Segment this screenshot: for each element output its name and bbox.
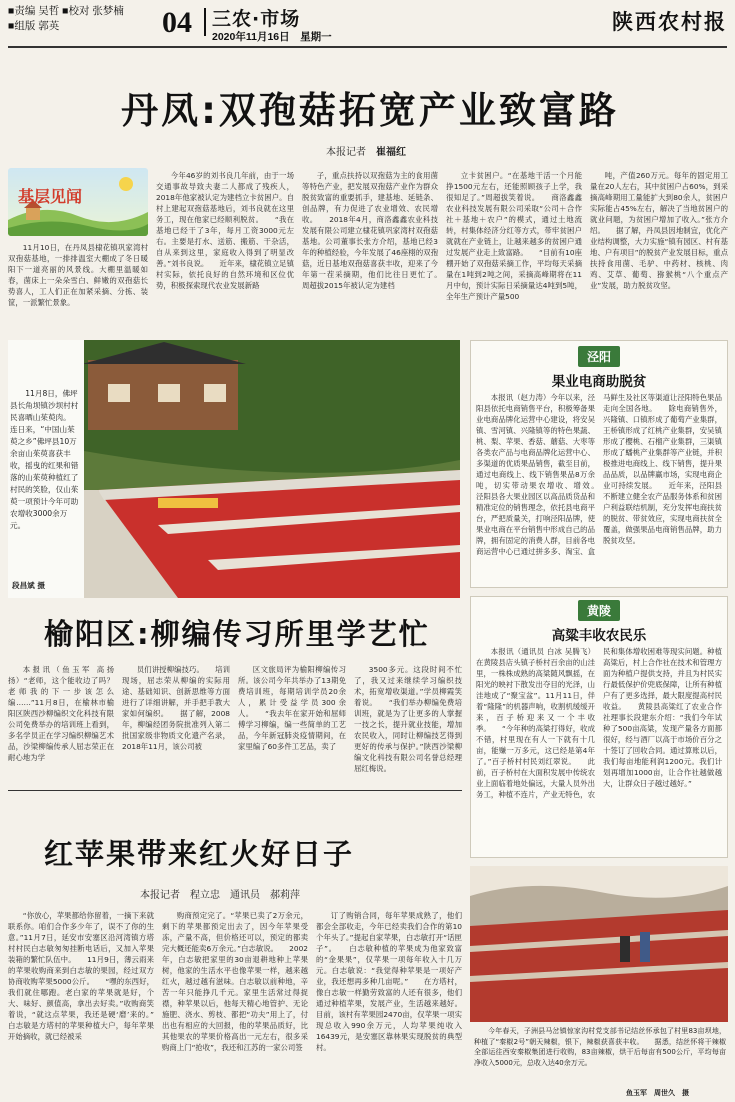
header-divider [204,8,206,36]
lead-headline: 丹凤:双孢菇拓宽产业致富路 [121,89,619,132]
lead-col2: 今年46岁的刘书良几年前，由于一场交通事故导致夫妻二人都成了残疾人，2018年他家被认定为建档立卡贫困户。自村上建起双孢菇基地后，刘书良就在这里务工，现在他家已经顺利脱贫。 “我在基地已经干了3年，每月工资3000元左右。主要是打水、送筋、搬筋、干杂活，自从来到这里，家庭收入得到了明显改善。”刘书良说。 近年来，棣花镇立足镇村实际，依托良好的自然环境和区位优势，积极探索现代农业发展新路 [156,171,294,290]
apple-headline: 红苹果带来红火好日子 [44,837,355,871]
credits-line2: ■组版 郭英 [8,20,60,32]
lead-byline [326,143,406,158]
apple-byline: 本报记者 程立忠 通讯员 郝莉萍 [140,890,300,901]
section-divider [8,790,462,791]
jingyang-headline: 果业电商助脱贫 [551,374,647,390]
apple-col1: “你放心，苹果都给你留着，一摘下来就联系你。咱们合作多少年了，误不了你的生意。”11月7日，延安市安塞区沿河湾镇方塔村村民白志敏匆匆挂断电话后，又加入苹果装箱的繁忙队伍中。 11月9日，薄云雨来的苹果收购商来到白志敏的果园，经过双方协商收购苹果5000公斤。 “嘿的东西好，我们就住哪跑。老白家的苹果就是好，个大、味好、颜值高，拿出去好卖。”收购商笑着说，“就这点苹果，我还是硬‘磨’来的。” 白志敏是方塔村的苹果种植大户，每年苹果开始摘收，就已经被采 [8,911,154,1041]
chili-photo-caption: 11月8日，佛坪县长角坝镇沙坝村村民喜晒山茱萸肉。 连日来，“中国山茱萸之乡”佛坪县10万余亩山茱萸喜获丰收，摇曳的红果和错落的山茱萸种植红了村民的笑脸，仅山茱萸一项预计今年可助农增收3000余万元。 [10,389,83,530]
huanglong-tag: 黄陵 [578,600,620,621]
yulin-col4: 3500多元。这段时间不忙了，我又过来继续学习编织技术，拓宽增收渠道。”学员柳霞笑着说。 “我们举办柳编免费培训班，就是为了让更多的人掌握一技之长，提升就业技能，增加农民收入，同时让柳编技艺得到更好的传承与保护。”陕西沙梁柳编文化科技有限公司名誉总经理屈红梅说。 [354,665,462,773]
apple-col2: 购商预定完了。“苹果已卖了2万余元，剩下的苹果都预定出去了，因今年苹果受冻，产量不高，但价格还可以，预定的都卖完大概还能卖6万余元。”白志敏说。 2002年，白志敏把家里的30亩退耕地种上苹果树，他家的生活水平也像苹果一样，越来越红火，越过越有滋味。白志敏以前种地，辛苦一年只能挣几千元。家里生活常过得捉襟，种苹果以后，他每天精心地管护、无论施肥、浇水、剪枝、都把“功夫”用上了，付出也有相应的大回报，他的苹果品质好，比其他果农的苹果价格高出一元左右，很多采购商上门“抢收”，我还和江苏的一家公司签 [162,911,308,1052]
pepper-field-image [470,866,728,1022]
yulin-col2: 员们讲授柳编技巧。 培训现场，屈志荣从柳编的实际用途、基础知识、创新思维等方面进行了详细讲解，并手把手教大家如何编织。 据了解，2008年，柳编经团务院批准列入第二批国家级非物质文化遗产名录，2018年11月，该公司被 [122,665,230,751]
pepper-field-photo [470,866,728,1022]
column-badge [8,168,148,236]
section-title: 三农·市场 [212,8,301,30]
header-rule [8,46,727,48]
lead-byline-name: 崔福红 [376,147,406,158]
pepper-photo-caption: 今年春天，子洲县马岔镇惊家沟村党支部书记结丝怀承包了村里83亩坝地，种植了“秦椒2号”朝天辣椒，银下，辣椒获喜获丰收。 据悉，结丝怀将干辣椒全部运往西安秦椒集团进行收购，83亩辣椒，烘干后每亩有500公斤，平均每亩净收入5000元，总收入达40余万元。 [474,1027,726,1067]
yulin-col3: 区文旅局评为榆阳柳编传习所。该公司今年共举办了13期免费培训班，每期培训学员20余人，累计受益学员300余人。 “我去年在家开始和屈师傅学习柳编，编一些简单的工艺品，今年新冠肺炎疫情期间，在家里编了60多件工艺品，卖了 [238,665,346,751]
masthead: 陕西农村报 [612,9,727,34]
jingyang-text: 本报讯（赵力涛）今年以来，泾阳县依托电商销售平台，积极筹备果业电商品牌化运营中心建设，将安吴镇、雪河镇、兴隆镇等的特色果蔬、桃、梨、苹果、香菇、蘑菇、大枣等各类农产品与电商品牌化运营中心、多渠道的优质果品销售，截至目前，通过电商线上、线下销售果品8万余吨，切实带动果农增收、增效。 泾阳县各大果业园区以高品质货品和精准定位的销售理念，依托县电商平台，严把质量关，打响泾阳品牌，使果业电商在平台销售中形成自己的品牌，拥有固定的消费人群，目前各电商运营中心已通过拼多多、淘宝、盒马鲜生及社区等渠道让泾阳特色果品走向全国各地。 除电商销售外，兴隆镇、口镇形成了葡萄产业集群，王桥镇形成了红桃产业集群，安吴镇形成了樱桃、石榴产业集群，三渠镇形成了蟠桃产业集群等产业链，并积极推进电商线上、线下销售，提升果品品质，以品牌赢市场，实现电商企业可持续发展。 近年来，泾阳县不断建立健全农产品服务体系和贫困户利益联结机制，充分发挥电商扶贫的脱贫、带贫效应，实现电商扶贫全覆盖，做强果品电商销售品牌，助力脱贫攻坚。 [476,393,722,556]
chili-photo-credit: 段昌斌 摄 [12,581,46,590]
pepper-photo-credit: 鱼玉军 周世久 摄 [626,1089,689,1097]
page-number: 04 [162,6,192,39]
badge-text: 基层见闻 [18,187,83,206]
lead-col3: 子，重点扶持以双孢菇为主的食用菌等特色产业，把发展双孢菇产业作为群众脱贫致富的重要抓手，建基地、延链条、创品牌，有力促进了农业增效、农民增收。 2018年4月，商洛鑫鑫农业科技发展有限公司建立棣花镇巩家湾村双孢菇基地。公司董事长张方介绍，基地已经3年的种植经验，今年发展了46座栩的双孢菇，近日基地双孢菇喜获丰收，迎来了今年第一茬采摘期，他们比往日更忙了。 周超拔2015年被认定为建档 [302,171,438,290]
lead-col4: 立卡贫困户。“在基地干活一个月能挣1500元左右，还能照顾孩子上学，我很知足了。”周超拔笑着说。 商洛鑫鑫农业科技发展有限公司采取“公司＋合作社＋基地＋农户”的模式，通过土地流转，村集体经济分红等方式，带牢贫困户就就在产业链上，让越来越多的贫困户通过发展产业走上致富路。 “目前有10座棚开始了双孢菇采摘工作，平均每天采摘量在1吨到2吨之间，采摘高峰期将在11月中旬，预计实际日采摘量达4吨到5吨，全年生产预计产量500 [446,171,582,301]
yulin-headline: 榆阳区:柳编传习所里学艺忙 [44,617,430,651]
yulin-col1: 本报讯（鱼玉军 高扬扬）“老师，这个能收边了吗？老师我的下一步该怎么编……”11月8日，在榆林市榆阳区陕西沙柳编织文化科技有限公司免费举办的培训班上看到，多名学员正在学习编织柳编艺术品，沙梁柳编传承人屈志荣正在耐心地为学 [8,665,114,762]
apple-col3: 订了购销合同，每年苹果成熟了，他们都会全部收走，今年已经卖我们合作的第10个年头了。”提起自家苹果，白志敏打开“话匣子”。 白志敏种植的苹果成为他家致富的“金果果”，仅苹果一项每年收入十几万元。白志敏说：“我觉得种苹果是一项好产业，我还想再多种几亩呢。” 在方塔村，像白志敏一样勤劳致富的人还有很多，他们通过种植苹果，发展产业，生活越来越好。目前，该村有苹果园2470亩，仅苹果一项实现总收入990余万元，人均苹果纯收入16439元，是安塞区靠林果实现脱贫的典型村。 [316,911,462,1052]
lead-byline-role: 本报记者 [326,147,366,158]
lead-col5: 吨，产值260万元。每年的固定用工量在20人左右，其中贫困户占60%，到采摘高峰期用工量能扩大到80余人，贫困户实际能占45%左右，解决了当地贫困户的就业问题，为贫困户增加了收入。”张方介绍。 据了解，丹凤县因地制宜，优化产业结构调整，大力实施“镇有园区、村有基地、户有项目”的脱贫产业发展目标，重点扶持食用菌、毛驴、中药材、核桃、肉鸡、艾草、葡萄、猕猴桃“八个重点产业”发展，助力脱贫攻坚。 [590,171,728,290]
issue-date: 2020年11月16日 星期一 [212,31,332,43]
huanglong-headline: 高粱丰收农民乐 [551,628,647,644]
lead-col1: 11月10日，在丹凤县棣花镇巩家湾村双孢菇基地，一排排温室大棚成了冬日暖阳下一道亮丽的风景线。大棚里温暖如春，菌床上一朵朵雪白、鲜嫩的双孢菇长势喜人，工人们正在加紧采摘、分拣、装筐，一派繁忙景象。 [8,243,148,307]
credits-line1: ■责编 吴哲 ■校对 张梦楠 [8,5,124,17]
photo-caption-box [8,340,84,598]
huanglong-text: 本报讯（通讯员 白冰 吴腾飞）在黄陵县店头镇子桥村百余亩的山洼里，一株株成熟的高粱随风飘摇，在阳光的映衬下散发出夺目的光泽，山洼地成了“聚宝盆”。11月11日，伴着“隆隆”的机器声响，收割机缓缓开来，百子桥迎来又一个丰收季。 “今年种的高粱打得好，收成不错，村里现在有人一下就有十几亩，能赚一万多元，这已经是第4年了。”百子桥村村民刘红翠说。 此前，百子桥村在大面积发展中传统农业上面临着地处偏远，大量人员外出务工，种植不连片，产业无特色，农民和集体增收困难等现实问题。种植高粱后，村上合作社在技术和管理方面为种植户提供支持，并且为村民实行最低保护价兜底保障，让所有种植户有了更多选择，最大限度提高村民收益。 黄陵县高粱红了农业合作社理事长段建东介绍：“我们今年试种了500亩高粱，发现产量各方面都很好，经与酒厂以高于市场价百分之十签订了回收合同。通过算账以后，我们每亩地能利润1200元。我们计划再增加1000亩，让合作社越做越大，让群众日子越过越好。” [476,647,722,799]
jingyang-tag: 泾阳 [578,346,620,367]
